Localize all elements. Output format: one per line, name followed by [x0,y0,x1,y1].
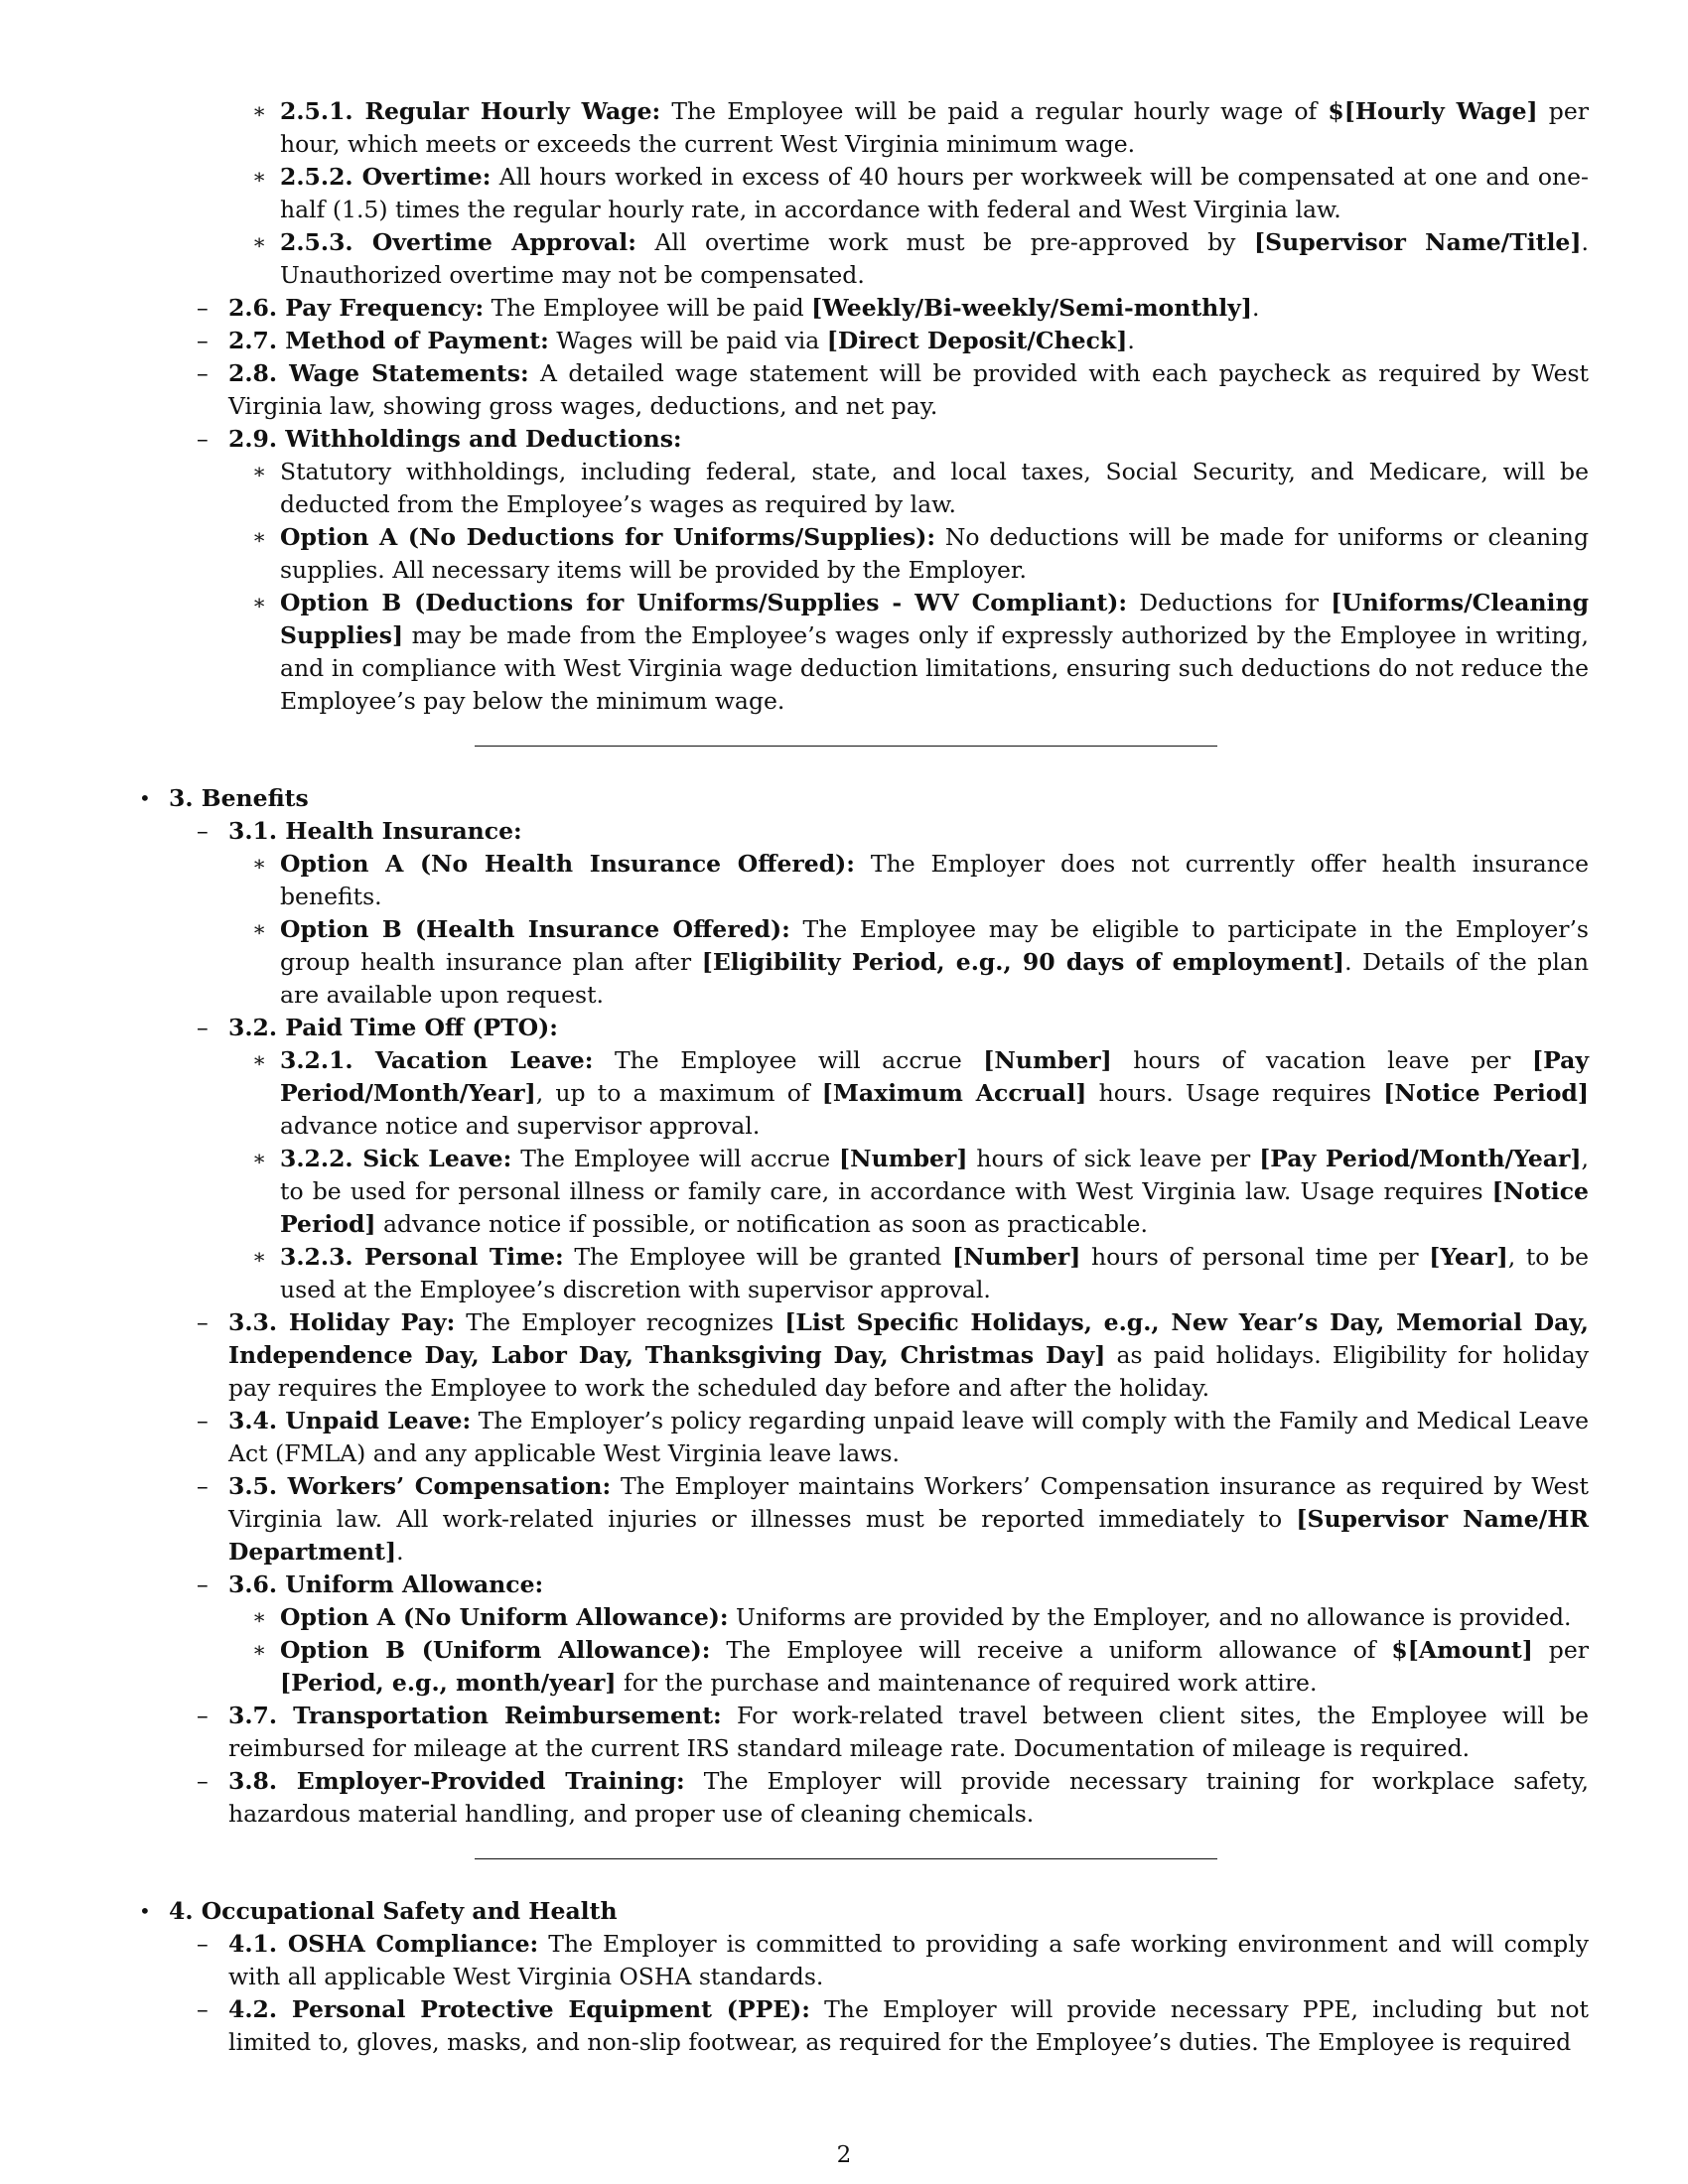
clause-text: The Employer will provide necessary training for workplace safety, hazardous material handling, and proper use of cleaning chemicals. [228,1767,1590,1828]
asterisk-bullet: ∗ [252,99,267,123]
dash-bullet: – [197,1308,209,1336]
clause-label: Option B (Health Insurance Offered): [280,915,790,943]
clause-text: advance notice if possible, or notification as soon as practicable. [375,1210,1148,1238]
asterisk-bullet: ∗ [252,230,267,254]
clause-label: 3.2.1. Vacation Leave: [280,1046,594,1074]
clause-label: 3.1. Health Insurance: [228,817,522,845]
clause-text: , up to a maximum of [535,1079,822,1107]
placeholder-field: [Period, e.g., month/year] [280,1669,617,1697]
clause-text: The Employer is committed to providing a safe working environment and will comply with all applicable West Virginia OSHA standards. [228,1930,1589,1990]
clause-text: The Employee will accrue [593,1046,984,1074]
document-body [137,95,1589,2059]
asterisk-bullet: ∗ [252,591,267,614]
clause-3-3 [137,1306,1589,1405]
placeholder-field: [Eligibility Period, e.g., 90 days of employment] [701,948,1345,976]
asterisk-bullet: ∗ [252,1147,267,1170]
clause-label: 2.5.2. Overtime: [280,163,492,191]
clause-text: hours of personal time per [1080,1243,1430,1271]
clause-text: hours. Usage requires [1086,1079,1384,1107]
clause-text: for the purchase and maintenance of required work attire. [616,1669,1318,1697]
clause-text: The Employer will provide necessary PPE, including but not limited to, gloves, masks, and non-slip footwear, as required for the Employee’s duties. The Employee is required [228,1995,1590,2056]
clause-text: . [1251,294,1260,322]
asterisk-bullet: ∗ [252,165,267,189]
round-bullet: • [139,786,151,810]
clause-label: 3.5. Workers’ Compensation: [228,1472,612,1500]
clause-text: hours of vacation leave per [1111,1046,1532,1074]
placeholder-field: [Uniforms/Cleaning Supplies] [280,589,1589,649]
clause-4-1 [137,1928,1589,1993]
clause-text: The Employer does not currently offer health insurance benefits. [280,850,1589,910]
clause-3-6 [137,1569,1589,1601]
clause-label: 3.6. Uniform Allowance: [228,1570,544,1598]
clause-text: Wages will be paid via [548,327,827,354]
clause-label: 3.2.3. Personal Time: [280,1243,564,1271]
clause-label: 4.2. Personal Protective Equipment (PPE): [228,1995,810,2023]
clause-text: The Employer recognizes [455,1308,785,1336]
dash-bullet: – [197,1570,209,1598]
clause-label: 2.6. Pay Frequency: [228,294,485,322]
clause-text: per hour, which meets or exceeds the current West Virginia minimum wage. [280,97,1589,158]
clause-label: 3.4. Unpaid Leave: [228,1407,472,1434]
section-title: 4. Occupational Safety and Health [169,1897,618,1925]
dash-bullet: – [197,1702,209,1729]
clause-2-5-3 [137,226,1589,292]
asterisk-bullet: ∗ [252,1245,267,1269]
clause-label: 2.5.1. Regular Hourly Wage: [280,97,661,125]
clause-label: Option B (Uniform Allowance): [280,1636,711,1664]
asterisk-bullet: ∗ [252,460,267,483]
section-title: 3. Benefits [169,784,309,812]
clause-3-6-option-a [137,1601,1589,1634]
clause-3-1-option-b [137,913,1589,1012]
placeholder-field: [Notice Period] [280,1177,1589,1238]
clause-text: The Employee will be paid [484,294,812,322]
placeholder-field: [Weekly/Bi-weekly/Semi-monthly] [811,294,1252,322]
clause-2-5-2 [137,161,1589,226]
clause-2-9-statutory [137,456,1589,521]
placeholder-field: $[Amount] [1391,1636,1533,1664]
clause-3-1-option-a [137,848,1589,913]
clause-text: The Employer maintains Workers’ Compensation insurance as required by West Virginia law. All work-related injuries or illnesses must be reported immediately to [228,1472,1589,1533]
clause-text: hours of sick leave per [967,1145,1260,1172]
clause-text: Deductions for [1127,589,1332,616]
section-4-heading [137,1895,1589,1928]
asterisk-bullet: ∗ [252,1605,267,1629]
dash-bullet: – [197,1014,209,1041]
placeholder-field: [Direct Deposit/Check] [826,327,1128,354]
section-divider [475,746,1217,747]
placeholder-field: [Notice Period] [1383,1079,1589,1107]
clause-text: All hours worked in excess of 40 hours per workweek will be compensated at one and one-half (1.5) times the regular hourly rate, in accordance with federal and West Virginia law. [280,163,1589,223]
clause-text: The Employee will be paid a regular hourly wage of [660,97,1329,125]
clause-text: , to be used for personal illness or family care, in accordance with West Virginia law. Usage requires [280,1145,1590,1205]
placeholder-field: [Maximum Accrual] [821,1079,1087,1107]
asterisk-bullet: ∗ [252,1048,267,1072]
dash-bullet: – [197,1767,209,1795]
asterisk-bullet: ∗ [252,917,267,941]
clause-3-7 [137,1700,1589,1765]
clause-text: . [396,1538,404,1566]
placeholder-field: [Supervisor Name/Title] [1254,228,1582,256]
dash-bullet: – [197,1407,209,1434]
clause-3-2-1 [137,1044,1589,1143]
clause-label: 3.2.2. Sick Leave: [280,1145,512,1172]
clause-text: For work-related travel between client sites, the Employee will be reimbursed for mileage at the current IRS standard mileage rate. Documentation of mileage is required. [228,1702,1589,1762]
clause-text: per [1532,1636,1589,1664]
clause-label: 2.7. Method of Payment: [228,327,549,354]
clause-label: Option A (No Health Insurance Offered): [280,850,855,878]
clause-label: 3.3. Holiday Pay: [228,1308,456,1336]
clause-text: advance notice and supervisor approval. [280,1112,761,1140]
clause-label: 2.9. Withholdings and Deductions: [228,425,682,453]
clause-text: The Employee will receive a uniform allowance of [710,1636,1392,1664]
section-3-heading [137,782,1589,815]
clause-text: The Employee will be granted [563,1243,952,1271]
placeholder-field: [Pay Period/Month/Year] [1259,1145,1582,1172]
placeholder-field: [List Specific Holidays, e.g., New Year’s Day, Memorial Day, Independence Day, Labor Day, Thanksgiving Day, Christmas Day] [228,1308,1589,1369]
placeholder-field: [Supervisor Name/HR Department] [228,1505,1589,1566]
dash-bullet: – [197,1472,209,1500]
clause-2-9 [137,423,1589,456]
clause-label: Option A (No Uniform Allowance): [280,1603,729,1631]
clause-2-9-option-a [137,521,1589,587]
clause-label: 3.7. Transportation Reimbursement: [228,1702,722,1729]
clause-text: The Employee will accrue [511,1145,840,1172]
dash-bullet: – [197,425,209,453]
round-bullet: • [139,1899,151,1923]
asterisk-bullet: ∗ [252,1638,267,1662]
clause-label: Option A (No Deductions for Uniforms/Supplies): [280,523,935,551]
clause-text: All overtime work must be pre-approved by [635,228,1255,256]
dash-bullet: – [197,359,209,387]
page-number: 2 [836,2142,852,2168]
clause-4-2 [137,1993,1589,2059]
clause-3-8 [137,1765,1589,1831]
clause-3-4 [137,1405,1589,1470]
clause-text: Statutory withholdings, including federal, state, and local taxes, Social Security, and Medicare, will be deducted from the Employee’s wages as required by law. [280,458,1589,518]
placeholder-field: [Year] [1429,1243,1508,1271]
clause-text: Uniforms are provided by the Employer, and no allowance is provided. [728,1603,1572,1631]
placeholder-field: [Number] [983,1046,1112,1074]
clause-text: , to be used at the Employee’s discretion with supervisor approval. [280,1243,1590,1303]
placeholder-field: [Pay Period/Month/Year] [280,1046,1589,1107]
clause-text: . Unauthorized overtime may not be compensated. [280,228,1589,289]
placeholder-field: [Number] [839,1145,968,1172]
clause-3-1 [137,815,1589,848]
clause-text: The Employee may be eligible to participate in the Employer’s group health insurance plan after [280,915,1589,976]
clause-3-2 [137,1012,1589,1044]
clause-label: 3.2. Paid Time Off (PTO): [228,1014,558,1041]
clause-2-7 [137,325,1589,357]
clause-2-6 [137,292,1589,325]
clause-text: No deductions will be made for uniforms or cleaning supplies. All necessary items will be provided by the Employer. [280,523,1589,584]
clause-2-8 [137,357,1589,423]
clause-3-2-3 [137,1241,1589,1306]
dash-bullet: – [197,327,209,354]
section-divider [475,1858,1217,1859]
clause-label: 2.5.3. Overtime Approval: [280,228,636,256]
clause-label: 4.1. OSHA Compliance: [228,1930,539,1958]
clause-text: The Employer’s policy regarding unpaid leave will comply with the Family and Medical Leave Act (FMLA) and any applicable West Virginia leave laws. [228,1407,1589,1467]
clause-text: A detailed wage statement will be provided with each paycheck as required by West Virginia law, showing gross wages, deductions, and net pay. [228,359,1589,420]
dash-bullet: – [197,1995,209,2023]
placeholder-field: [Number] [951,1243,1081,1271]
asterisk-bullet: ∗ [252,852,267,876]
clause-label: 2.8. Wage Statements: [228,359,529,387]
dash-bullet: – [197,294,209,322]
clause-text: as paid holidays. Eligibility for holiday pay requires the Employee to work the scheduled day before and after the holiday. [228,1341,1589,1402]
clause-label: Option B (Deductions for Uniforms/Supplies - WV Compliant): [280,589,1128,616]
clause-text: may be made from the Employee’s wages only if expressly authorized by the Employee in writing, and in compliance with West Virginia wage deduction limitations, ensuring such deductions do not reduce the Employee’s pay below the minimum wage. [280,621,1589,715]
clause-3-2-2 [137,1143,1589,1241]
clause-3-5 [137,1470,1589,1569]
clause-text: . Details of the plan are available upon request. [280,948,1589,1009]
clause-text: . [1127,327,1135,354]
dash-bullet: – [197,1930,209,1958]
clause-3-6-option-b [137,1634,1589,1700]
placeholder-field: $[Hourly Wage] [1328,97,1538,125]
clause-label: 3.8. Employer-Provided Training: [228,1767,685,1795]
clause-2-5-1 [137,95,1589,161]
asterisk-bullet: ∗ [252,525,267,549]
dash-bullet: – [197,817,209,845]
clause-2-9-option-b [137,587,1589,718]
